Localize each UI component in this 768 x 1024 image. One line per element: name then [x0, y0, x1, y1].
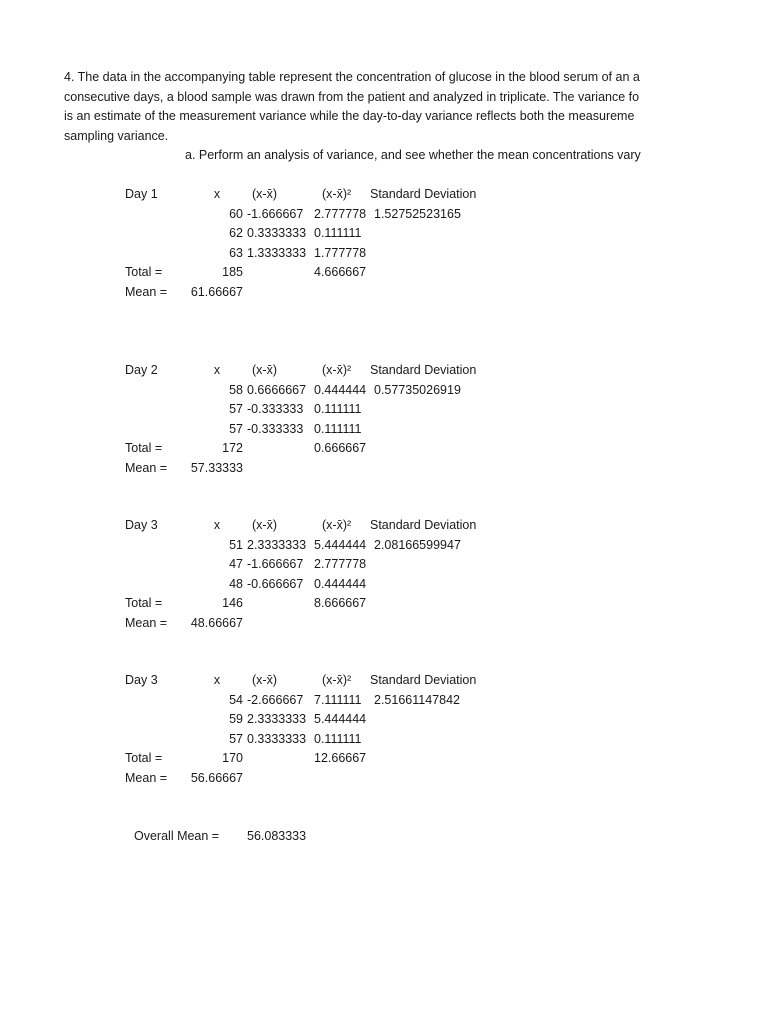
standard-deviation-column-header: Standard Deviation: [370, 673, 477, 687]
x-value: 63: [229, 245, 243, 260]
standard-deviation-value: 0.57735026919: [374, 382, 461, 397]
mean-label: Mean =: [125, 615, 168, 630]
x-value: 58: [229, 382, 243, 397]
deviation-column-header: (x-x̄): [252, 187, 277, 201]
problem-line: 4. The data in the accompanying table represent the concentration of glucose in the blood serum of an a: [64, 70, 640, 84]
total-label: Total =: [125, 441, 163, 455]
squared-deviation-value: 1.777778: [314, 245, 367, 260]
deviation-value: -0.333333: [247, 421, 304, 436]
deviation-value: -1.666667: [247, 206, 304, 221]
deviation-value: -0.666667: [247, 576, 304, 591]
x-value: 51: [229, 537, 243, 552]
problem-line: consecutive days, a blood sample was drawn from the patient and analyzed in triplicate. The variance fo: [64, 89, 640, 104]
squared-deviation-value: 0.111111: [314, 226, 362, 240]
problem-statement: [64, 68, 646, 166]
deviation-column-header: (x-x̄): [252, 363, 277, 377]
squared-deviation-total: 0.666667: [314, 441, 367, 455]
x-value: 59: [229, 712, 243, 726]
squared-deviation-value: 2.777778: [314, 206, 367, 221]
squared-deviation-value: 5.444444: [314, 712, 367, 726]
x-value: 57: [229, 402, 243, 416]
squared-deviation-value: 2.777778: [314, 557, 367, 571]
overall-mean-label: Overall Mean =: [134, 829, 220, 843]
total-value: 172: [222, 441, 243, 455]
squared-deviation-column-header: (x-x̄)²: [322, 187, 352, 201]
deviation-value: 0.3333333: [247, 731, 307, 746]
day-label: Day 1: [125, 187, 158, 201]
x-column-header: x: [213, 518, 221, 532]
x-value: 60: [229, 206, 243, 221]
mean-value: 61.66667: [190, 284, 243, 299]
deviation-value: 0.6666667: [247, 382, 307, 397]
day-label: Day 3: [125, 673, 158, 687]
question-a: a. Perform an analysis of variance, and see whether the mean concentrations vary: [185, 148, 641, 163]
standard-deviation-column-header: Standard Deviation: [370, 518, 477, 532]
x-value: 57: [229, 731, 243, 746]
squared-deviation-value: 7.111111: [314, 692, 362, 707]
standard-deviation-column-header: Standard Deviation: [370, 187, 477, 201]
mean-value: 57.33333: [190, 460, 243, 475]
standard-deviation-value: 2.51661147842: [374, 692, 460, 707]
squared-deviation-column-header: (x-x̄)²: [322, 518, 352, 532]
squared-deviation-value: 5.444444: [314, 537, 367, 552]
squared-deviation-value: 0.111111: [314, 402, 362, 416]
total-value: 170: [222, 751, 243, 765]
squared-deviation-value: 0.111111: [314, 421, 362, 436]
day-label: Day 3: [125, 518, 158, 532]
total-value: 146: [222, 596, 243, 610]
x-column-header: x: [213, 187, 221, 201]
total-label: Total =: [125, 751, 163, 765]
mean-value: 48.66667: [190, 615, 243, 630]
mean-label: Mean =: [125, 770, 168, 785]
mean-value: 56.66667: [190, 770, 243, 785]
deviation-value: 0.3333333: [247, 226, 307, 240]
total-value: 185: [222, 265, 243, 279]
total-label: Total =: [125, 596, 163, 610]
x-value: 54: [229, 692, 243, 707]
squared-deviation-total: 4.666667: [314, 265, 367, 279]
problem-line: is an estimate of the measurement variance while the day-to-day variance reflects both the measureme: [64, 109, 635, 124]
mean-label: Mean =: [125, 460, 168, 475]
deviation-value: -0.333333: [247, 402, 304, 416]
x-value: 62: [229, 226, 243, 240]
problem-line: sampling variance.: [64, 128, 169, 143]
squared-deviation-total: 8.666667: [314, 596, 367, 610]
x-value: 48: [229, 576, 243, 591]
deviation-column-header: (x-x̄): [252, 673, 277, 687]
squared-deviation-value: 0.111111: [314, 731, 362, 746]
total-label: Total =: [125, 265, 163, 279]
deviation-value: -2.666667: [247, 692, 304, 707]
standard-deviation-value: 1.52752523165: [374, 206, 461, 221]
deviation-value: 1.3333333: [247, 245, 307, 260]
x-column-header: x: [213, 363, 221, 377]
deviation-value: 2.3333333: [247, 537, 307, 552]
deviation-value: 2.3333333: [247, 712, 307, 726]
day-label: Day 2: [125, 363, 158, 377]
overall-mean-value: 56.083333: [247, 829, 307, 843]
deviation-value: -1.666667: [247, 557, 304, 571]
squared-deviation-column-header: (x-x̄)²: [322, 363, 352, 377]
squared-deviation-value: 0.444444: [314, 576, 367, 591]
standard-deviation-column-header: Standard Deviation: [370, 363, 477, 377]
squared-deviation-value: 0.444444: [314, 382, 367, 397]
x-column-header: x: [213, 673, 221, 687]
squared-deviation-column-header: (x-x̄)²: [322, 673, 352, 687]
standard-deviation-value: 2.08166599947: [374, 537, 461, 552]
mean-label: Mean =: [125, 284, 168, 299]
deviation-column-header: (x-x̄): [252, 518, 277, 532]
squared-deviation-total: 12.66667: [314, 751, 367, 765]
x-value: 57: [229, 421, 243, 436]
x-value: 47: [229, 557, 243, 571]
